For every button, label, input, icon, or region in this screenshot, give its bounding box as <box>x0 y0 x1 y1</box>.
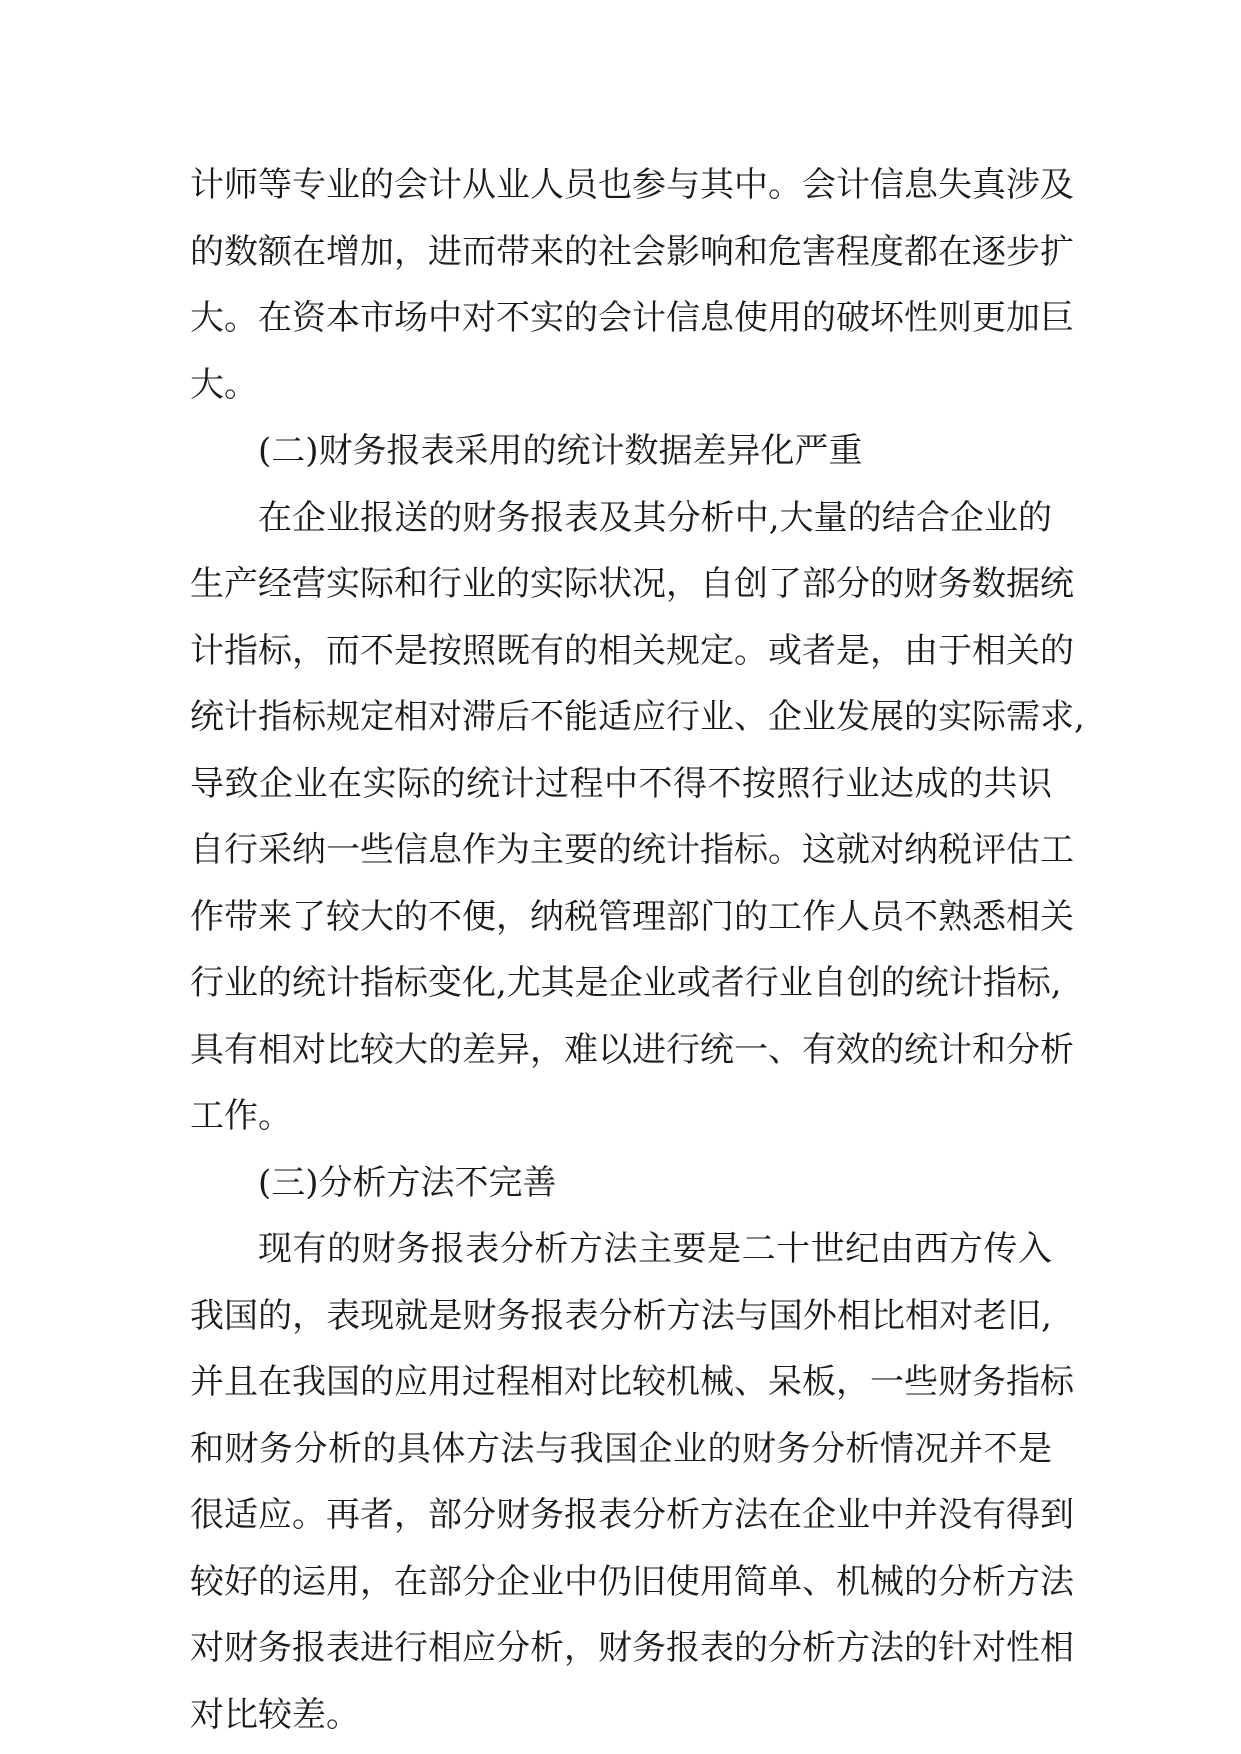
text-line: 我国的，表现就是财务报表分析方法与国外相比相对老旧, <box>190 1295 1052 1336</box>
text-line: 的数额在增加，进而带来的社会影响和危害程度都在逐步扩 <box>190 231 1074 272</box>
text-line: 大。在资本市场中对不实的会计信息使用的破坏性则更加巨 <box>190 298 1074 338</box>
heading-line: (三)分析方法不完善 <box>258 1162 557 1203</box>
text-line: 对财务报表进行相应分析，财务报表的分析方法的针对性相 <box>190 1628 1074 1668</box>
text-line: 和财务分析的具体方法与我国企业的财务分析情况并不是 <box>190 1428 1052 1469</box>
text-line: 计指标，而不是按照既有的相关规定。或者是，由于相关的 <box>190 630 1074 671</box>
text-line: 工作。 <box>190 1096 292 1136</box>
section-heading-2 <box>190 418 1052 485</box>
text-line: 导致企业在实际的统计过程中不得不按照行业达成的共识 <box>190 763 1052 804</box>
text-line: 行业的统计指标变化,尤其是企业或者行业自创的统计指标, <box>190 963 1062 1003</box>
paragraph-analysis-methods <box>190 1216 1074 1748</box>
text-line: 具有相对比较大的差异，难以进行统一、有效的统计和分析 <box>190 1029 1074 1070</box>
text-line: 统计指标规定相对滞后不能适应行业、企业发展的实际需求, <box>190 697 1085 737</box>
text-line: 对比较差。 <box>190 1694 360 1735</box>
text-line: 现有的财务报表分析方法主要是二十世纪由西方传入 <box>258 1229 1052 1269</box>
paragraph-accounting-distortion <box>190 152 1074 418</box>
document-body <box>190 152 1085 1748</box>
text-line: 自行采纳一些信息作为主要的统计指标。这就对纳税评估工 <box>190 830 1074 870</box>
text-line: 计师等专业的会计从业人员也参与其中。会计信息失真涉及 <box>190 165 1074 205</box>
heading-line: (二)财务报表采用的统计数据差异化严重 <box>258 431 863 471</box>
text-line: 大。 <box>190 364 258 405</box>
section-heading-3 <box>190 1150 1052 1217</box>
text-line: 很适应。再者，部分财务报表分析方法在企业中并没有得到 <box>190 1495 1074 1535</box>
text-line: 较好的运用，在部分企业中仍旧使用简单、机械的分析方法 <box>190 1561 1074 1602</box>
paragraph-statistics-differences <box>190 485 1085 1150</box>
text-line: 并且在我国的应用过程相对比较机械、呆板，一些财务指标 <box>190 1362 1074 1402</box>
text-line: 作带来了较大的不便，纳税管理部门的工作人员不熟悉相关 <box>190 896 1074 937</box>
text-line: 在企业报送的财务报表及其分析中,大量的结合企业的 <box>258 497 1052 538</box>
text-line: 生产经营实际和行业的实际状况，自创了部分的财务数据统 <box>190 564 1074 604</box>
